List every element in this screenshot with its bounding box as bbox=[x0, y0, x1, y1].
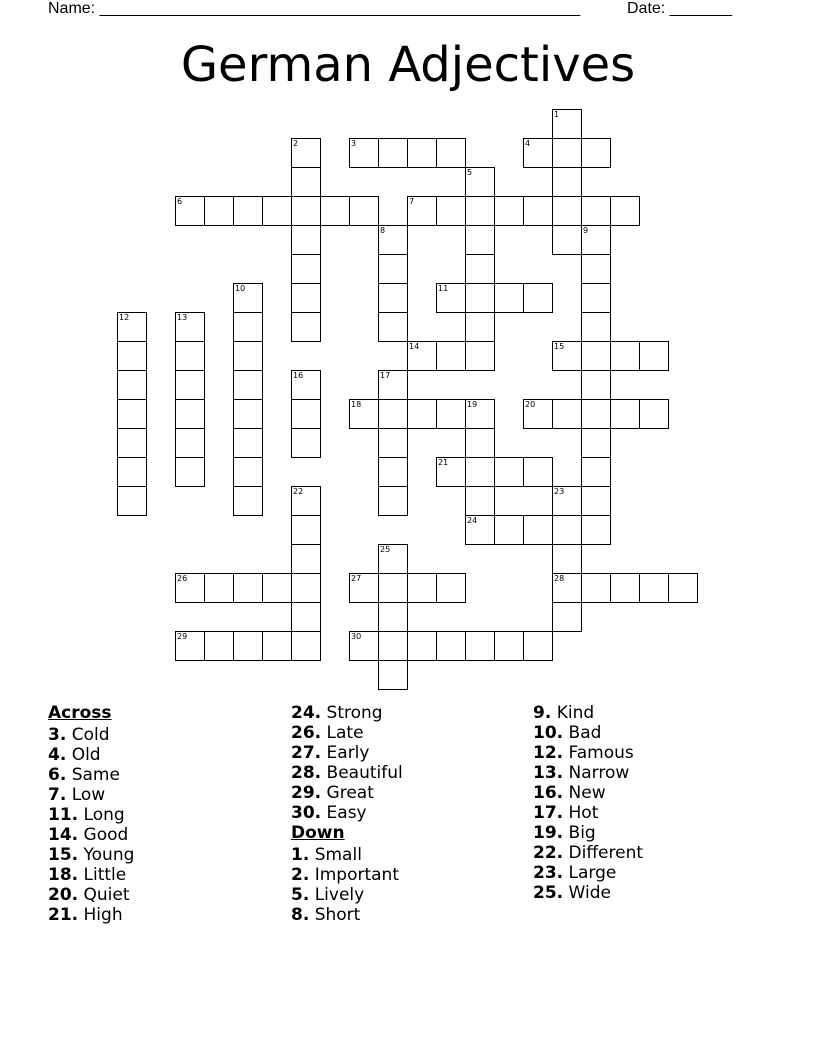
clue-number: 9 bbox=[583, 226, 589, 235]
crossword-cell[interactable] bbox=[378, 312, 408, 342]
clue-item-number: 24. bbox=[291, 703, 322, 723]
clue-number: 13 bbox=[177, 313, 188, 322]
crossword-cell[interactable] bbox=[175, 341, 205, 371]
crossword-cell[interactable] bbox=[552, 167, 582, 197]
clue-number: 19 bbox=[467, 400, 478, 409]
clue-item-text: Large bbox=[563, 863, 617, 883]
crossword-cell[interactable] bbox=[233, 341, 263, 371]
crossword-cell[interactable] bbox=[291, 602, 321, 632]
crossword-cell[interactable] bbox=[291, 196, 321, 226]
clue-item-number: 21. bbox=[48, 905, 79, 925]
clue-item bbox=[48, 905, 134, 925]
crossword-cell[interactable] bbox=[494, 515, 524, 545]
clue-number: 25 bbox=[380, 545, 391, 554]
clue-item bbox=[291, 803, 403, 823]
crossword-cell[interactable] bbox=[378, 573, 408, 603]
crossword-cell[interactable] bbox=[349, 138, 379, 168]
crossword-cell[interactable] bbox=[175, 457, 205, 487]
clue-item-text: Important bbox=[309, 865, 399, 885]
crossword-cell[interactable] bbox=[639, 573, 669, 603]
crossword-cell[interactable] bbox=[291, 138, 321, 168]
clues-column-3 bbox=[533, 703, 643, 903]
crossword-cell[interactable] bbox=[581, 225, 611, 255]
crossword-cell[interactable] bbox=[552, 486, 582, 516]
crossword-cell[interactable] bbox=[378, 254, 408, 284]
crossword-cell[interactable] bbox=[552, 573, 582, 603]
clue-item bbox=[533, 883, 643, 903]
crossword-cell[interactable] bbox=[378, 283, 408, 313]
crossword-cell[interactable] bbox=[581, 457, 611, 487]
crossword-cell[interactable] bbox=[291, 573, 321, 603]
crossword-cell[interactable] bbox=[581, 341, 611, 371]
clue-item-text: Great bbox=[321, 783, 374, 803]
crossword-cell[interactable] bbox=[552, 138, 582, 168]
crossword-cell[interactable] bbox=[465, 254, 495, 284]
crossword-cell[interactable] bbox=[668, 573, 698, 603]
clue-item bbox=[291, 885, 403, 905]
crossword-cell[interactable] bbox=[291, 399, 321, 429]
crossword-cell[interactable] bbox=[523, 196, 553, 226]
crossword-cell[interactable] bbox=[407, 631, 437, 661]
clue-item-text: Famous bbox=[563, 743, 634, 763]
clue-number: 5 bbox=[467, 168, 473, 177]
crossword-cell[interactable] bbox=[581, 312, 611, 342]
crossword-cell[interactable] bbox=[320, 196, 350, 226]
crossword-cell[interactable] bbox=[233, 312, 263, 342]
clue-item bbox=[48, 825, 134, 845]
crossword-cell[interactable] bbox=[407, 196, 437, 226]
clue-number: 11 bbox=[438, 284, 449, 293]
crossword-cell[interactable] bbox=[465, 399, 495, 429]
clue-item bbox=[533, 763, 643, 783]
crossword-cell[interactable] bbox=[291, 167, 321, 197]
clue-number: 23 bbox=[554, 487, 565, 496]
name-field-label: Name: ______________________________________________________ bbox=[48, 0, 581, 17]
clue-number: 1 bbox=[554, 110, 560, 119]
crossword-cell[interactable] bbox=[291, 544, 321, 574]
crossword-cell[interactable] bbox=[349, 631, 379, 661]
crossword-cell[interactable] bbox=[465, 457, 495, 487]
clue-item-text: Little bbox=[78, 865, 127, 885]
across-clue-list-continued bbox=[291, 703, 403, 823]
crossword-cell[interactable] bbox=[349, 399, 379, 429]
crossword-cell[interactable] bbox=[349, 196, 379, 226]
clue-number: 18 bbox=[351, 400, 362, 409]
clue-number: 20 bbox=[525, 400, 536, 409]
crossword-cell[interactable] bbox=[581, 370, 611, 400]
clue-item-text: Young bbox=[78, 845, 135, 865]
clue-item-text: Strong bbox=[321, 703, 383, 723]
crossword-cell[interactable] bbox=[378, 486, 408, 516]
across-heading: Across bbox=[48, 703, 112, 723]
clue-item bbox=[48, 865, 134, 885]
clue-item-text: Beautiful bbox=[321, 763, 403, 783]
crossword-cell[interactable] bbox=[523, 138, 553, 168]
crossword-cell[interactable] bbox=[204, 573, 234, 603]
clue-item-text: New bbox=[563, 783, 606, 803]
crossword-cell[interactable] bbox=[610, 341, 640, 371]
crossword-cell[interactable] bbox=[378, 138, 408, 168]
down-heading: Down bbox=[291, 823, 345, 843]
clue-item bbox=[291, 905, 403, 925]
crossword-cell[interactable] bbox=[494, 196, 524, 226]
clue-number: 15 bbox=[554, 342, 565, 351]
clue-item-number: 26. bbox=[291, 723, 322, 743]
clue-item-number: 23. bbox=[533, 863, 564, 883]
clue-number: 24 bbox=[467, 516, 478, 525]
crossword-cell[interactable] bbox=[436, 631, 466, 661]
crossword-cell[interactable] bbox=[175, 312, 205, 342]
crossword-cell[interactable] bbox=[523, 457, 553, 487]
clue-item-number: 20. bbox=[48, 885, 79, 905]
across-clue-list bbox=[48, 725, 134, 925]
crossword-cell[interactable] bbox=[233, 399, 263, 429]
crossword-cell[interactable] bbox=[465, 225, 495, 255]
clue-item bbox=[291, 845, 403, 865]
crossword-cell[interactable] bbox=[523, 399, 553, 429]
clue-item-text: High bbox=[78, 905, 123, 925]
crossword-cell[interactable] bbox=[378, 399, 408, 429]
crossword-cell[interactable] bbox=[262, 631, 292, 661]
clue-item bbox=[48, 885, 134, 905]
crossword-cell[interactable] bbox=[407, 399, 437, 429]
crossword-cell[interactable] bbox=[233, 196, 263, 226]
clue-number: 26 bbox=[177, 574, 188, 583]
clue-item-text: Same bbox=[66, 765, 120, 785]
crossword-cell[interactable] bbox=[581, 254, 611, 284]
crossword-cell[interactable] bbox=[552, 341, 582, 371]
clue-item-text: Good bbox=[78, 825, 129, 845]
clue-number: 17 bbox=[380, 371, 391, 380]
clue-number: 8 bbox=[380, 226, 386, 235]
crossword-cell[interactable] bbox=[494, 631, 524, 661]
crossword-cell[interactable] bbox=[175, 370, 205, 400]
clue-number: 21 bbox=[438, 458, 449, 467]
crossword-cell[interactable] bbox=[233, 631, 263, 661]
clue-item bbox=[291, 723, 403, 743]
down-clue-list bbox=[291, 845, 403, 925]
clue-item-number: 22. bbox=[533, 843, 564, 863]
clue-number: 30 bbox=[351, 632, 362, 641]
crossword-cell[interactable] bbox=[291, 225, 321, 255]
clue-item bbox=[291, 763, 403, 783]
clue-item bbox=[291, 743, 403, 763]
crossword-cell[interactable] bbox=[436, 196, 466, 226]
clue-item-text: Easy bbox=[321, 803, 367, 823]
clue-item-text: Quiet bbox=[78, 885, 130, 905]
crossword-cell[interactable] bbox=[639, 399, 669, 429]
crossword-cell[interactable] bbox=[117, 370, 147, 400]
clue-item-number: 3. bbox=[48, 725, 67, 745]
crossword-cell[interactable] bbox=[175, 399, 205, 429]
crossword-cell[interactable] bbox=[233, 370, 263, 400]
crossword-cell[interactable] bbox=[233, 428, 263, 458]
clue-number: 27 bbox=[351, 574, 362, 583]
clue-number: 28 bbox=[554, 574, 565, 583]
crossword-cell[interactable] bbox=[465, 312, 495, 342]
clue-item-text: Low bbox=[66, 785, 106, 805]
clue-number: 12 bbox=[119, 313, 130, 322]
clue-item-number: 19. bbox=[533, 823, 564, 843]
crossword-cell[interactable] bbox=[581, 196, 611, 226]
crossword-cell[interactable] bbox=[465, 196, 495, 226]
crossword-cell[interactable] bbox=[233, 457, 263, 487]
clue-item-text: Narrow bbox=[563, 763, 630, 783]
crossword-cell[interactable] bbox=[436, 573, 466, 603]
clue-item bbox=[533, 803, 643, 823]
clue-number: 16 bbox=[293, 371, 304, 380]
crossword-cell[interactable] bbox=[465, 167, 495, 197]
crossword-cell[interactable] bbox=[378, 225, 408, 255]
clue-item bbox=[48, 805, 134, 825]
crossword-cell[interactable] bbox=[523, 515, 553, 545]
clue-item bbox=[533, 743, 643, 763]
crossword-cell[interactable] bbox=[349, 573, 379, 603]
clue-number: 29 bbox=[177, 632, 188, 641]
crossword-cell[interactable] bbox=[552, 515, 582, 545]
crossword-cell[interactable] bbox=[204, 631, 234, 661]
clue-item bbox=[533, 823, 643, 843]
crossword-cell[interactable] bbox=[291, 428, 321, 458]
clues-column-2 bbox=[291, 703, 403, 925]
crossword-cell[interactable] bbox=[117, 486, 147, 516]
crossword-cell[interactable] bbox=[378, 631, 408, 661]
clue-item-number: 6. bbox=[48, 765, 67, 785]
crossword-cell[interactable] bbox=[378, 428, 408, 458]
crossword-cell[interactable] bbox=[552, 602, 582, 632]
clue-item-text: Hot bbox=[563, 803, 599, 823]
crossword-cell[interactable] bbox=[610, 399, 640, 429]
crossword-cell[interactable] bbox=[552, 399, 582, 429]
crossword-cell[interactable] bbox=[175, 573, 205, 603]
crossword-cell[interactable] bbox=[465, 428, 495, 458]
clue-item-number: 28. bbox=[291, 763, 322, 783]
crossword-cell[interactable] bbox=[233, 283, 263, 313]
clue-item-number: 5. bbox=[291, 885, 310, 905]
crossword-cell[interactable] bbox=[552, 544, 582, 574]
crossword-cell[interactable] bbox=[436, 341, 466, 371]
clue-item bbox=[291, 783, 403, 803]
date-field-label: Date: _______ bbox=[627, 0, 732, 17]
clue-number: 2 bbox=[293, 139, 299, 148]
crossword-cell[interactable] bbox=[639, 341, 669, 371]
clue-item bbox=[48, 785, 134, 805]
clue-item-text: Different bbox=[563, 843, 644, 863]
clue-item-text: Wide bbox=[563, 883, 611, 903]
crossword-cell[interactable] bbox=[291, 254, 321, 284]
crossword-cell[interactable] bbox=[291, 283, 321, 313]
clue-item-text: Long bbox=[78, 805, 125, 825]
clue-item-number: 18. bbox=[48, 865, 79, 885]
crossword-cell[interactable] bbox=[552, 109, 582, 139]
clue-number: 3 bbox=[351, 139, 357, 148]
clue-item bbox=[533, 703, 643, 723]
crossword-cell[interactable] bbox=[378, 544, 408, 574]
crossword-cell[interactable] bbox=[494, 457, 524, 487]
clue-item bbox=[533, 783, 643, 803]
clue-item-text: Kind bbox=[551, 703, 595, 723]
crossword-cell[interactable] bbox=[610, 196, 640, 226]
crossword-cell[interactable] bbox=[465, 631, 495, 661]
clue-item-number: 8. bbox=[291, 905, 310, 925]
crossword-cell[interactable] bbox=[291, 486, 321, 516]
clue-number: 4 bbox=[525, 139, 531, 148]
crossword-cell[interactable] bbox=[407, 138, 437, 168]
crossword-cell[interactable] bbox=[291, 631, 321, 661]
clue-item-number: 27. bbox=[291, 743, 322, 763]
crossword-cell[interactable] bbox=[581, 486, 611, 516]
clue-item-number: 16. bbox=[533, 783, 564, 803]
clue-item-number: 4. bbox=[48, 745, 67, 765]
clue-number: 10 bbox=[235, 284, 246, 293]
crossword-cell[interactable] bbox=[378, 660, 408, 690]
clue-item-text: Bad bbox=[563, 723, 602, 743]
crossword-cell[interactable] bbox=[378, 457, 408, 487]
crossword-cell[interactable] bbox=[465, 283, 495, 313]
down-clue-list-continued bbox=[533, 703, 643, 903]
clue-item-number: 25. bbox=[533, 883, 564, 903]
crossword-cell[interactable] bbox=[581, 138, 611, 168]
crossword-cell[interactable] bbox=[175, 631, 205, 661]
clue-item-number: 15. bbox=[48, 845, 79, 865]
crossword-cell[interactable] bbox=[581, 573, 611, 603]
clue-item-number: 1. bbox=[291, 845, 310, 865]
clue-item-number: 29. bbox=[291, 783, 322, 803]
crossword-cell[interactable] bbox=[610, 573, 640, 603]
crossword-cell[interactable] bbox=[523, 283, 553, 313]
clue-item-text: Cold bbox=[66, 725, 110, 745]
clue-item-number: 9. bbox=[533, 703, 552, 723]
clue-item bbox=[291, 865, 403, 885]
crossword-cell[interactable] bbox=[552, 196, 582, 226]
crossword-cell[interactable] bbox=[233, 486, 263, 516]
crossword-cell[interactable] bbox=[552, 225, 582, 255]
clue-item bbox=[533, 723, 643, 743]
clue-item-number: 17. bbox=[533, 803, 564, 823]
crossword-cell[interactable] bbox=[291, 312, 321, 342]
crossword-cell[interactable] bbox=[175, 196, 205, 226]
clue-item-text: Short bbox=[309, 905, 361, 925]
crossword-cell[interactable] bbox=[581, 399, 611, 429]
page-title: German Adjectives bbox=[180, 37, 636, 93]
crossword-cell[interactable] bbox=[436, 283, 466, 313]
clue-item-number: 7. bbox=[48, 785, 67, 805]
crossword-cell[interactable] bbox=[494, 283, 524, 313]
clue-item-number: 13. bbox=[533, 763, 564, 783]
crossword-cell[interactable] bbox=[465, 515, 495, 545]
crossword-cell[interactable] bbox=[378, 370, 408, 400]
clue-item-text: Lively bbox=[309, 885, 365, 905]
crossword-cell[interactable] bbox=[117, 428, 147, 458]
crossword-cell[interactable] bbox=[117, 312, 147, 342]
crossword-cell[interactable] bbox=[436, 138, 466, 168]
crossword-cell[interactable] bbox=[436, 457, 466, 487]
clue-number: 22 bbox=[293, 487, 304, 496]
crossword-cell[interactable] bbox=[523, 631, 553, 661]
crossword-cell[interactable] bbox=[262, 196, 292, 226]
crossword-cell[interactable] bbox=[291, 370, 321, 400]
crossword-cell[interactable] bbox=[407, 573, 437, 603]
crossword-cell[interactable] bbox=[465, 486, 495, 516]
crossword-cell[interactable] bbox=[465, 341, 495, 371]
clue-item bbox=[48, 745, 134, 765]
crossword-cell[interactable] bbox=[262, 573, 292, 603]
clue-item-text: Small bbox=[309, 845, 362, 865]
clue-item-number: 11. bbox=[48, 805, 79, 825]
clue-number: 6 bbox=[177, 197, 183, 206]
clue-item-text: Early bbox=[321, 743, 370, 763]
clue-item-text: Late bbox=[321, 723, 364, 743]
clue-number: 14 bbox=[409, 342, 420, 351]
clue-item bbox=[533, 863, 643, 883]
crossword-cell[interactable] bbox=[378, 602, 408, 632]
crossword-cell[interactable] bbox=[233, 573, 263, 603]
clue-item bbox=[48, 725, 134, 745]
crossword-cell[interactable] bbox=[581, 283, 611, 313]
crossword-cell[interactable] bbox=[407, 341, 437, 371]
crossword-cell[interactable] bbox=[204, 196, 234, 226]
clue-item-number: 12. bbox=[533, 743, 564, 763]
clue-item bbox=[533, 843, 643, 863]
crossword-cell[interactable] bbox=[436, 399, 466, 429]
clue-item-text: Big bbox=[563, 823, 596, 843]
crossword-cell[interactable] bbox=[581, 428, 611, 458]
crossword-cell[interactable] bbox=[117, 457, 147, 487]
clue-item-number: 2. bbox=[291, 865, 310, 885]
crossword-cell[interactable] bbox=[291, 515, 321, 545]
crossword-cell[interactable] bbox=[175, 428, 205, 458]
clue-item-number: 10. bbox=[533, 723, 564, 743]
clue-number: 7 bbox=[409, 197, 415, 206]
crossword-cell[interactable] bbox=[117, 399, 147, 429]
clues-column-1 bbox=[48, 703, 134, 925]
clue-item-text: Old bbox=[66, 745, 101, 765]
clue-item bbox=[291, 703, 403, 723]
clue-item-number: 30. bbox=[291, 803, 322, 823]
clue-item bbox=[48, 765, 134, 785]
clue-item bbox=[48, 845, 134, 865]
clue-item-number: 14. bbox=[48, 825, 79, 845]
crossword-cell[interactable] bbox=[117, 341, 147, 371]
crossword-cell[interactable] bbox=[581, 515, 611, 545]
